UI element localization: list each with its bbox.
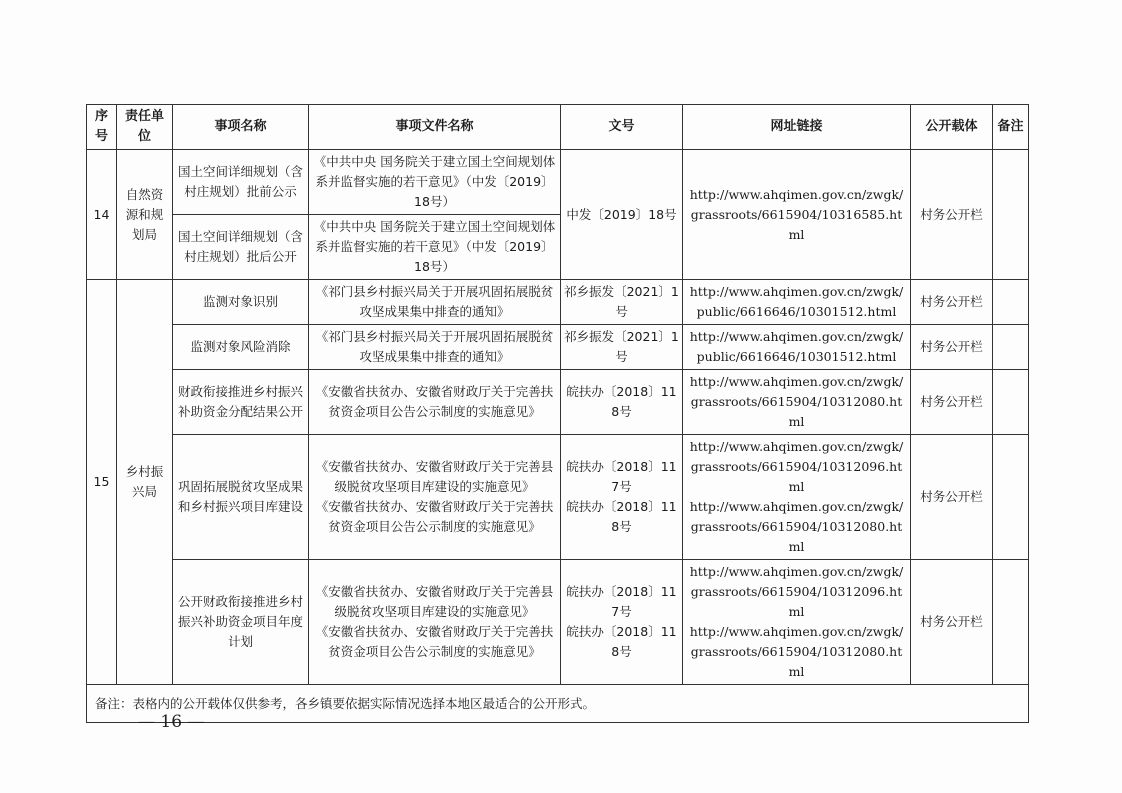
cell-wenhao: 皖扶办〔2018〕118号 xyxy=(561,370,683,435)
cell-carrier: 村务公开栏 xyxy=(911,560,993,685)
header-item: 事项名称 xyxy=(173,105,309,150)
cell-doc: 《安徽省扶贫办、安徽省财政厅关于完善扶贫资金项目公告公示制度的实施意见》 xyxy=(309,370,561,435)
cell-url xyxy=(683,560,911,685)
cell-unit: 乡村振兴局 xyxy=(117,280,173,685)
cell-unit: 自然资源和规划局 xyxy=(117,150,173,280)
page-number: — 16 — xyxy=(138,712,205,732)
cell-remark xyxy=(993,280,1029,325)
cell-item: 公开财政衔接推进乡村振兴补助资金项目年度计划 xyxy=(173,560,309,685)
cell-no: 15 xyxy=(87,280,117,685)
cell-remark xyxy=(993,435,1029,560)
header-wenhao: 文号 xyxy=(561,105,683,150)
cell-item: 国土空间详细规划（含村庄规划）批后公开 xyxy=(173,215,309,280)
cell-remark xyxy=(993,560,1029,685)
doc-line: 《安徽省扶贫办、安徽省财政厅关于完善县级脱贫攻坚项目库建设的实施意见》 xyxy=(315,584,554,619)
wenhao-line: 皖扶办〔2018〕117号 xyxy=(566,459,677,494)
wenhao-line: 皖扶办〔2018〕117号 xyxy=(566,584,677,619)
cell-wenhao xyxy=(561,560,683,685)
header-url: 网址链接 xyxy=(683,105,911,150)
cell-doc: 《祁门县乡村振兴局关于开展巩固拓展脱贫攻坚成果集中排查的通知》 xyxy=(309,325,561,370)
cell-url[interactable]: http://www.ahqimen.gov.cn/zwgk/grassroots/6615904/10312080.html xyxy=(683,370,911,435)
cell-carrier: 村务公开栏 xyxy=(911,435,993,560)
doc-line: 《安徽省扶贫办、安徽省财政厅关于完善县级脱贫攻坚项目库建设的实施意见》 xyxy=(315,459,554,494)
cell-url[interactable]: http://www.ahqimen.gov.cn/zwgk/public/6616646/10301512.html xyxy=(683,325,911,370)
url-link[interactable]: http://www.ahqimen.gov.cn/zwgk/grassroots/6615904/10312080.html xyxy=(689,624,904,679)
table-row xyxy=(87,150,1029,215)
cell-carrier: 村务公开栏 xyxy=(911,280,993,325)
doc-line: 《安徽省扶贫办、安徽省财政厅关于完善扶贫资金项目公告公示制度的实施意见》 xyxy=(315,499,554,534)
table-row xyxy=(87,560,1029,685)
cell-carrier: 村务公开栏 xyxy=(911,150,993,280)
table-row xyxy=(87,435,1029,560)
cell-url[interactable]: http://www.ahqimen.gov.cn/zwgk/public/6616646/10301512.html xyxy=(683,280,911,325)
doc-line: 《安徽省扶贫办、安徽省财政厅关于完善扶贫资金项目公告公示制度的实施意见》 xyxy=(315,624,554,659)
header-carrier: 公开载体 xyxy=(911,105,993,150)
note-row xyxy=(87,685,1029,723)
cell-remark xyxy=(993,325,1029,370)
wenhao-line: 皖扶办〔2018〕118号 xyxy=(566,624,677,659)
header-unit: 责任单位 xyxy=(117,105,173,150)
table-row xyxy=(87,325,1029,370)
cell-carrier: 村务公开栏 xyxy=(911,325,993,370)
wenhao-line: 皖扶办〔2018〕118号 xyxy=(566,499,677,534)
cell-remark xyxy=(993,150,1029,280)
cell-no: 14 xyxy=(87,150,117,280)
header-no: 序号 xyxy=(87,105,117,150)
cell-url xyxy=(683,435,911,560)
cell-wenhao xyxy=(561,435,683,560)
url-link[interactable]: http://www.ahqimen.gov.cn/zwgk/grassroots/6615904/10312096.html xyxy=(689,564,904,619)
table-row xyxy=(87,370,1029,435)
cell-wenhao: 中发〔2019〕18号 xyxy=(561,150,683,280)
table-row xyxy=(87,280,1029,325)
cell-doc xyxy=(309,560,561,685)
header-remark: 备注 xyxy=(993,105,1029,150)
cell-wenhao: 祁乡振发〔2021〕1号 xyxy=(561,325,683,370)
header-row xyxy=(87,105,1029,150)
table-note: 备注：表格内的公开载体仅供参考，各乡镇要依据实际情况选择本地区最适合的公开形式。 xyxy=(87,685,1029,723)
cell-item: 国土空间详细规划（含村庄规划）批前公示 xyxy=(173,150,309,215)
url-link[interactable]: http://www.ahqimen.gov.cn/zwgk/grassroots/6615904/10312080.html xyxy=(689,499,904,554)
cell-doc: 《祁门县乡村振兴局关于开展巩固拓展脱贫攻坚成果集中排查的通知》 xyxy=(309,280,561,325)
header-doc: 事项文件名称 xyxy=(309,105,561,150)
url-link[interactable]: http://www.ahqimen.gov.cn/zwgk/grassroots/6615904/10312096.html xyxy=(689,439,904,494)
cell-item: 巩固拓展脱贫攻坚成果和乡村振兴项目库建设 xyxy=(173,435,309,560)
cell-doc: 《中共中央 国务院关于建立国土空间规划体系并监督实施的若干意见》（中发〔2019〕18号） xyxy=(309,215,561,280)
cell-item: 监测对象识别 xyxy=(173,280,309,325)
disclosure-table xyxy=(86,104,1029,723)
cell-doc: 《中共中央 国务院关于建立国土空间规划体系并监督实施的若干意见》（中发〔2019〕18号） xyxy=(309,150,561,215)
cell-remark xyxy=(993,370,1029,435)
cell-carrier: 村务公开栏 xyxy=(911,370,993,435)
cell-item: 监测对象风险消除 xyxy=(173,325,309,370)
cell-doc xyxy=(309,435,561,560)
cell-wenhao: 祁乡振发〔2021〕1号 xyxy=(561,280,683,325)
cell-item: 财政衔接推进乡村振兴补助资金分配结果公开 xyxy=(173,370,309,435)
cell-url[interactable]: http://www.ahqimen.gov.cn/zwgk/grassroots/6615904/10316585.html xyxy=(683,150,911,280)
